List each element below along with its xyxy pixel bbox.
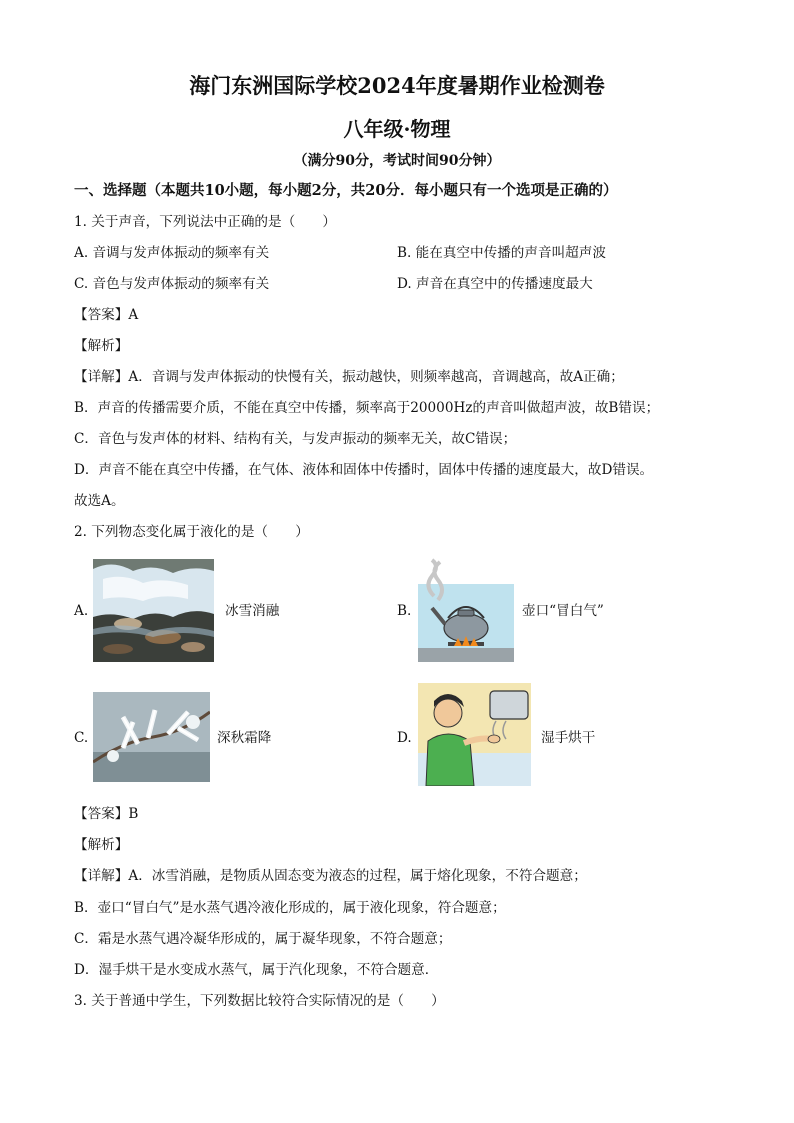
q1-option-b: B. 能在真空中传播的声音叫超声波 — [397, 245, 606, 261]
q2-option-a-letter: A. — [74, 603, 89, 619]
exam-note: （满分90分，考试时间90分钟） — [293, 153, 501, 169]
q1-option-a: A. 音调与发声体振动的频率有关 — [74, 245, 270, 261]
q1-detail-line: C．音色与发声体的材料、结构有关，与发声振动的频率无关，故C错误； — [74, 431, 517, 447]
q1-analysis-label: 【解析】 — [74, 338, 129, 354]
question-2-stem: 2. 下列物态变化属于液化的是（ ） — [74, 524, 309, 540]
q1-detail-line: D．声音不能在真空中传播，在气体、液体和固体中传播时，固体中传播的速度最大，故D错误。 — [74, 462, 654, 478]
section-heading: 一、选择题（本题共10小题，每小题2分，共20分．每小题只有一个选项是正确的） — [74, 182, 618, 199]
q2-option-a-text: 冰雪消融 — [225, 603, 280, 619]
q2-option-c-text: 深秋霜降 — [217, 730, 272, 746]
frost-branch-image — [93, 692, 210, 782]
q2-detail-line: C．霜是水蒸气遇冷凝华形成的，属于凝华现象，不符合题意； — [74, 931, 452, 947]
q2-option-c-letter: C. — [74, 730, 89, 746]
q1-detail-line: B．声音的传播需要介质，不能在真空中传播，频率高于20000Hz的声音叫做超声波，故B错误； — [74, 400, 660, 416]
q1-option-d: D. 声音在真空中的传播速度最大 — [397, 276, 593, 292]
q2-answer: 【答案】B — [74, 806, 139, 822]
question-1-stem: 1. 关于声音，下列说法中正确的是（ ） — [74, 214, 336, 230]
q2-detail-line: D．湿手烘干是水变成水蒸气，属于汽化现象，不符合题意． — [74, 962, 439, 978]
hand-dryer-image — [418, 683, 531, 786]
q2-option-b-text: 壶口“冒白气” — [522, 603, 604, 619]
q2-option-b-letter: B. — [397, 603, 412, 619]
melting-ice-image — [93, 559, 214, 662]
question-3-stem: 3. 关于普通中学生，下列数据比较符合实际情况的是（ ） — [74, 993, 445, 1009]
page-subtitle: 八年级·物理 — [343, 117, 451, 141]
q2-detail-line: B．壶口“冒白气”是水蒸气遇冷液化形成的，属于液化现象，符合题意； — [74, 900, 506, 916]
q2-option-d-text: 湿手烘干 — [541, 730, 596, 746]
q1-detail-line: 故选A。 — [74, 493, 125, 509]
q2-detail-line: 【详解】A．冰雪消融，是物质从固态变为液态的过程，属于熔化现象，不符合题意； — [74, 868, 587, 884]
q1-option-c: C. 音色与发声体振动的频率有关 — [74, 276, 270, 292]
steaming-kettle-image — [418, 556, 514, 662]
q2-analysis-label: 【解析】 — [74, 837, 129, 853]
q2-option-d-letter: D. — [397, 730, 412, 746]
q1-answer: 【答案】A — [74, 307, 139, 323]
q1-detail-line: 【详解】A．音调与发声体振动的快慢有关，振动越快，则频率越高，音调越高，故A正确； — [74, 369, 624, 385]
page-title: 海门东洲国际学校2024年度暑期作业检测卷 — [189, 73, 605, 98]
